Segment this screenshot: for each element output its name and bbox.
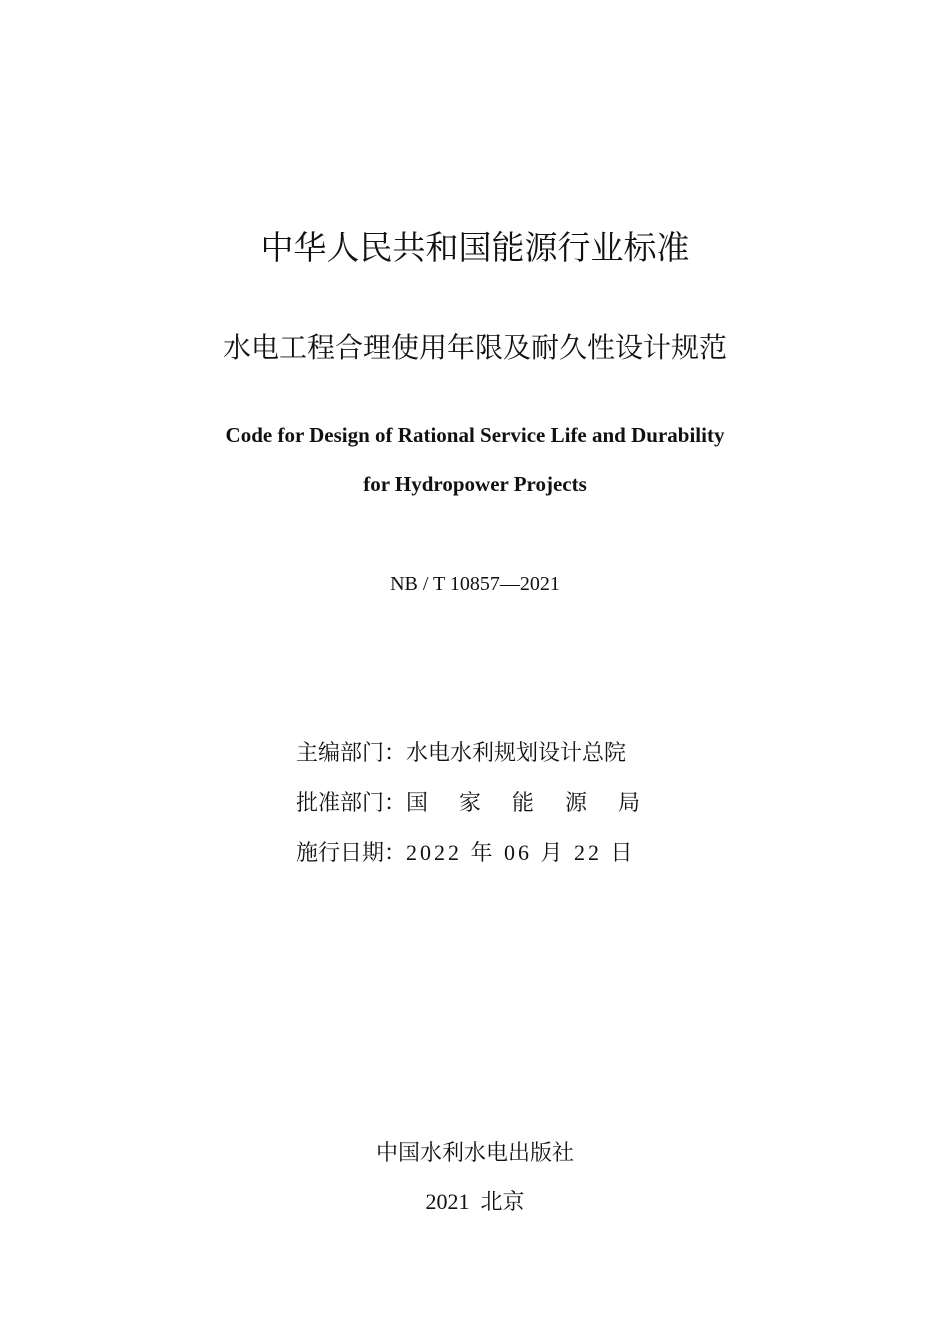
standard-code: NB / T 10857—2021 <box>390 573 560 595</box>
publication-year-place: 2021 北京 <box>425 1189 525 1214</box>
editor-department <box>296 737 626 769</box>
approver-value: 国 家 能 源 局 <box>406 790 641 815</box>
english-title-line-2: for Hydropower Projects <box>363 472 587 496</box>
editor-value: 水电水利规划设计总院 <box>406 740 627 765</box>
effective-date <box>296 837 636 869</box>
approving-department <box>296 787 640 819</box>
standard-category-title: 中华人民共和国能源行业标准 <box>260 228 690 267</box>
approver-label: 批准部门： <box>296 790 407 815</box>
chinese-title: 水电工程合理使用年限及耐久性设计规范 <box>222 331 727 364</box>
date-label: 施行日期： <box>296 840 407 865</box>
date-value: 2022 年 06 月 22 日 <box>406 840 636 865</box>
publisher: 中国水利水电出版社 <box>375 1140 574 1165</box>
english-title-line-1: Code for Design of Rational Service Life and Durability <box>225 423 725 447</box>
editor-label: 主编部门： <box>296 740 407 765</box>
